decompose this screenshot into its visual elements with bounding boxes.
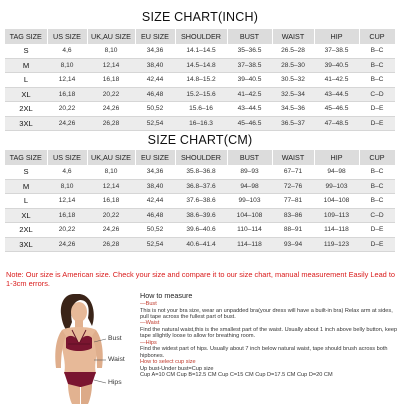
table-cell: D–E (359, 223, 395, 238)
table-cell: 16–16.3 (175, 116, 227, 131)
waist-instructions: Find the natural waist,this is the smallest part of the waist. Usually about 1 inch above belly button, keep tape sllightly loose to allow for breathing room. (140, 327, 398, 340)
table-cell: 43–44.5 (227, 102, 272, 117)
table-cell: B–C (359, 73, 395, 88)
table-cell: 50,52 (135, 102, 175, 117)
table-cell: 83–86 (272, 208, 314, 223)
table-cell: 14.8–15.2 (175, 73, 227, 88)
column-header: BUST (227, 29, 272, 44)
column-header: WAIST (272, 29, 314, 44)
table-cell: 24,26 (47, 237, 87, 252)
table-cell: 43–44.5 (314, 87, 359, 102)
table-cell: B–C (359, 44, 395, 58)
column-header: EU SIZE (135, 29, 175, 44)
table-cell: 28.5–30 (272, 58, 314, 73)
column-header: TAG SIZE (5, 150, 47, 165)
table-row (5, 58, 395, 73)
waist-label: Waist (108, 356, 125, 363)
size-chart-inch-title: SIZE CHART(INCH) (141, 10, 259, 24)
table-row (5, 208, 395, 223)
table-cell: B–C (359, 165, 395, 179)
tag-size-cell: L (5, 194, 47, 209)
table-cell: 20,22 (47, 102, 87, 117)
column-header: UK,AU SIZE (87, 150, 135, 165)
table-cell: 16,18 (47, 87, 87, 102)
table-cell: 38,40 (135, 179, 175, 194)
table-row (5, 237, 395, 252)
model-figure (28, 292, 138, 404)
table-cell: 26,28 (87, 116, 135, 131)
cup-heading: How to select cup size (140, 359, 196, 366)
table-row (5, 116, 395, 131)
table-row (5, 87, 395, 102)
hips-heading: —Hips (140, 339, 157, 346)
table-cell: 45–46.5 (314, 102, 359, 117)
table-cell: 20,22 (87, 87, 135, 102)
column-header: SHOULDER (175, 29, 227, 44)
table-row (5, 44, 395, 58)
how-to-measure-title: How to measure (140, 291, 193, 300)
table-cell: 26,28 (87, 237, 135, 252)
table-cell: 119–123 (314, 237, 359, 252)
table-cell: 14.1–14.5 (175, 44, 227, 58)
column-header: EU SIZE (135, 150, 175, 165)
table-cell: B–C (359, 58, 395, 73)
column-header: CUP (359, 150, 395, 165)
bust-label: Bust (108, 335, 122, 342)
table-row (5, 194, 395, 209)
table-cell: 8,10 (47, 179, 87, 194)
table-cell: 8,10 (87, 44, 135, 58)
table-cell: 110–114 (227, 223, 272, 238)
column-header: CUP (359, 29, 395, 44)
table-cell: 20,22 (87, 208, 135, 223)
table-cell: 99–103 (227, 194, 272, 209)
table-cell: 94–98 (314, 165, 359, 179)
table-cell: 42,44 (135, 73, 175, 88)
table-cell: 37–38.5 (227, 58, 272, 73)
table-cell: B–C (359, 194, 395, 209)
table-cell: 4,6 (47, 165, 87, 179)
column-header: UK,AU SIZE (87, 29, 135, 44)
tag-size-cell: M (5, 58, 47, 73)
table-cell: 39.6–40.6 (175, 223, 227, 238)
table-cell: 26.5–28 (272, 44, 314, 58)
table-cell: 114–118 (227, 237, 272, 252)
table-cell: 52,54 (135, 116, 175, 131)
table-cell: 15.6–16 (175, 102, 227, 117)
table-cell: 34,36 (135, 44, 175, 58)
table-cell: 104–108 (314, 194, 359, 209)
table-cell: 114–118 (314, 223, 359, 238)
table-cell: D–E (359, 237, 395, 252)
table-cell: B–C (359, 179, 395, 194)
table-cell: 36.5–37 (272, 116, 314, 131)
column-header: WAIST (272, 150, 314, 165)
cup-values: Cup A=10 CM Cup B=12.5 CM Cup C=15 CM Cup D=17.5 CM Cup D=20 CM (140, 372, 333, 379)
table-cell: 30.5–32 (272, 73, 314, 88)
size-chart-cm-title: SIZE CHART(CM) (147, 133, 253, 147)
table-cell: 35.8–36.8 (175, 165, 227, 179)
table-cell: 12,14 (87, 179, 135, 194)
table-cell: 39–40.5 (227, 73, 272, 88)
column-header: TAG SIZE (5, 29, 47, 44)
table-cell: 24,26 (47, 116, 87, 131)
size-note: Note: Our size is American size. Check your size and compare it to our size chart, manual measurement Easily Lead to 1-3cm errors. (6, 270, 396, 288)
table-cell: C–D (359, 208, 395, 223)
table-header-row (5, 150, 395, 165)
table-cell: 41–42.5 (314, 73, 359, 88)
size-chart-cm-table (5, 150, 396, 252)
table-cell: 32.5–34 (272, 87, 314, 102)
table-cell: 15.2–15.6 (175, 87, 227, 102)
table-cell: 47–48.5 (314, 116, 359, 131)
size-chart-inch-table (5, 29, 396, 131)
tag-size-cell: 2XL (5, 223, 47, 238)
bust-instructions: This is not your bra size, wear an unpadded bra(your dress will have a built-in bra) Relax arm at sides, pull tape across the fullest part of bust. (140, 307, 393, 320)
table-row (5, 179, 395, 194)
how-to-measure-section (140, 291, 398, 379)
table-cell: 41–42.5 (227, 87, 272, 102)
table-cell: 46,48 (135, 87, 175, 102)
table-cell: 8,10 (87, 165, 135, 179)
table-cell: 35–36.5 (227, 44, 272, 58)
table-cell: 4,6 (47, 44, 87, 58)
tag-size-cell: 3XL (5, 237, 47, 252)
table-cell: 94–98 (227, 179, 272, 194)
table-cell: 77–81 (272, 194, 314, 209)
tag-size-cell: M (5, 179, 47, 194)
table-cell: 24,26 (87, 102, 135, 117)
table-cell: 16,18 (87, 194, 135, 209)
table-cell: 38,40 (135, 58, 175, 73)
table-cell: 16,18 (87, 73, 135, 88)
table-cell: 88–91 (272, 223, 314, 238)
tag-size-cell: L (5, 73, 47, 88)
table-cell: 46,48 (135, 208, 175, 223)
column-header: US SIZE (47, 29, 87, 44)
cup-formula: Up bust-Under bust=Cup size (140, 365, 214, 372)
table-row (5, 165, 395, 179)
table-cell: 72–76 (272, 179, 314, 194)
table-cell: 109–113 (314, 208, 359, 223)
table-cell: 34,36 (135, 165, 175, 179)
table-cell: 24,26 (87, 223, 135, 238)
column-header: HIP (314, 29, 359, 44)
table-cell: 50,52 (135, 223, 175, 238)
column-header: BUST (227, 150, 272, 165)
table-cell: 40.6–41.4 (175, 237, 227, 252)
table-row (5, 223, 395, 238)
tag-size-cell: S (5, 165, 47, 179)
tag-size-cell: S (5, 44, 47, 58)
column-header: US SIZE (47, 150, 87, 165)
tag-size-cell: 2XL (5, 102, 47, 117)
table-cell: 42,44 (135, 194, 175, 209)
table-cell: 34.5–36 (272, 102, 314, 117)
tag-size-cell: 3XL (5, 116, 47, 131)
table-cell: 36.8–37.6 (175, 179, 227, 194)
table-cell: 45–46.5 (227, 116, 272, 131)
table-cell: 37–38.5 (314, 44, 359, 58)
table-cell: 16,18 (47, 208, 87, 223)
table-cell: D–E (359, 102, 395, 117)
tag-size-cell: XL (5, 87, 47, 102)
table-cell: 12,14 (47, 194, 87, 209)
table-row (5, 73, 395, 88)
table-cell: 39–40.5 (314, 58, 359, 73)
table-cell: 52,54 (135, 237, 175, 252)
table-cell: 8,10 (47, 58, 87, 73)
table-cell: 37.6–38.6 (175, 194, 227, 209)
bust-heading: —Bust (140, 301, 157, 307)
table-cell: 99–103 (314, 179, 359, 194)
table-cell: 14.5–14.8 (175, 58, 227, 73)
hips-label: Hips (108, 379, 122, 386)
table-cell: 104–108 (227, 208, 272, 223)
table-cell: 93–94 (272, 237, 314, 252)
table-cell: 20,22 (47, 223, 87, 238)
waist-heading: —Waist (140, 320, 160, 327)
table-cell: C–D (359, 87, 395, 102)
table-cell: 38.6–39.6 (175, 208, 227, 223)
swimsuit-model-illustration (28, 292, 138, 404)
column-header: SHOULDER (175, 150, 227, 165)
column-header: HIP (314, 150, 359, 165)
table-cell: 12,14 (87, 58, 135, 73)
table-cell: 12,14 (47, 73, 87, 88)
table-cell: D–E (359, 116, 395, 131)
table-cell: 67–71 (272, 165, 314, 179)
tag-size-cell: XL (5, 208, 47, 223)
table-cell: 89–93 (227, 165, 272, 179)
table-row (5, 102, 395, 117)
hips-instructions: Find the widest part of hips. Usually about 7 inch below natural waist, tape should brush across both hipbones. (140, 346, 388, 359)
table-header-row (5, 29, 395, 44)
